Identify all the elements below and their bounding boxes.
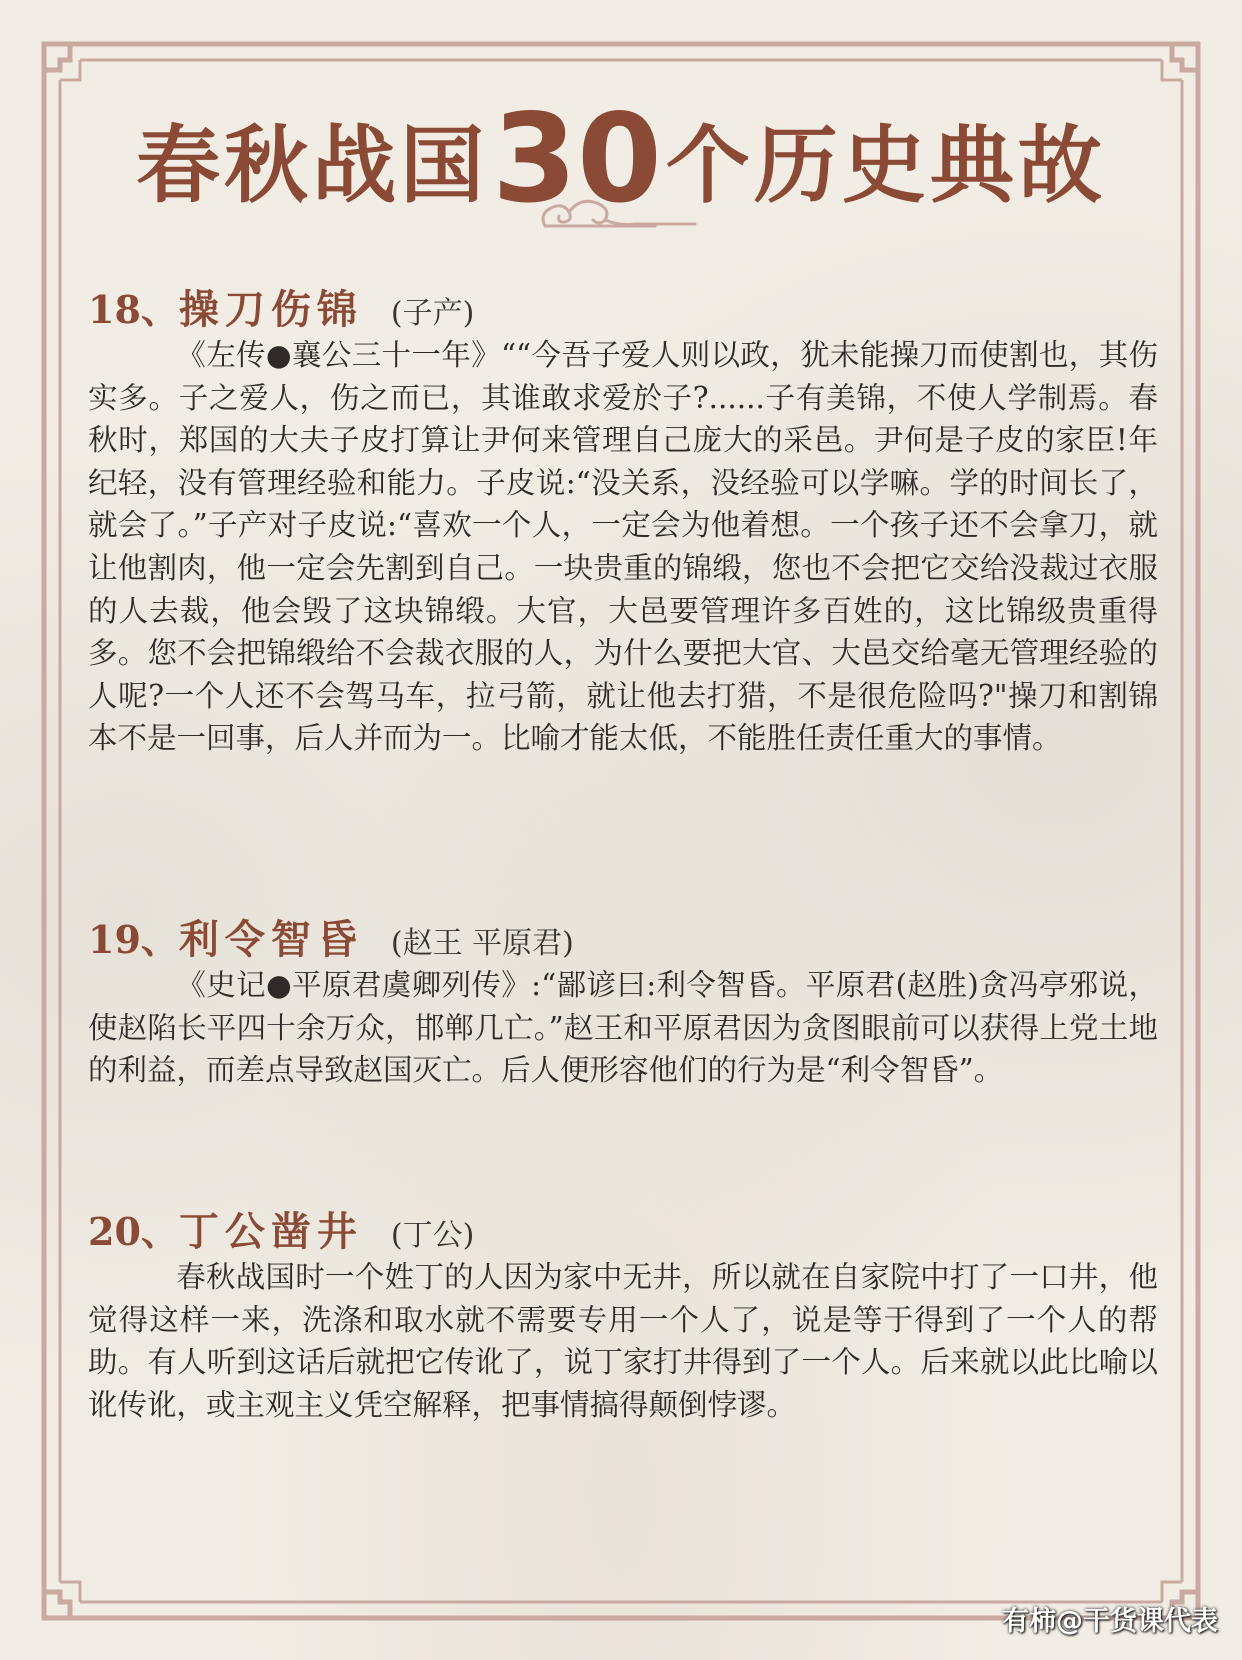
section-header xyxy=(88,908,1158,964)
section-header xyxy=(88,1200,1158,1256)
title-suffix: 个历史典故 xyxy=(665,116,1106,215)
section-number: 20、 xyxy=(88,1209,179,1254)
section-20 xyxy=(88,1200,1158,1426)
section-18 xyxy=(88,278,1158,760)
section-title: 利令智昏 xyxy=(178,916,363,963)
section-19 xyxy=(88,908,1158,1092)
section-body xyxy=(88,1256,1158,1426)
section-number: 19、 xyxy=(88,917,179,962)
section-header xyxy=(88,278,1158,334)
cloud-ornament-icon xyxy=(535,194,705,234)
section-title: 丁公凿井 xyxy=(178,1208,363,1255)
title-prefix: 春秋战国 xyxy=(136,116,489,215)
section-subtitle: (子产) xyxy=(390,296,475,331)
watermark: 有柿@干货课代表 xyxy=(1002,1606,1218,1637)
section-body-text: 春秋战国时一个姓丁的人因为家中无井，所以就在自家院中打了一口井，他觉得这样一来，洗涤和取水就不需要专用一个人了，说是等于得到了一个人的帮助。有人听到这话后就把它传讹了，说丁家打井得到了一个人。后来就以此比喻以讹传讹，或主观主义凭空解释，把事情搞得颠倒悖谬。 xyxy=(88,1260,1158,1422)
section-body-text: 《史记●平原君虞卿列传》:“鄙谚曰:利令智昏。平原君(赵胜)贪冯亭邪说，使赵陷长平四十余万众，邯郸几亡。”赵王和平原君因为贪图眼前可以获得上党土地的利益，而差点导致赵国灭亡。后人便形容他们的行为是“利令智昏”。 xyxy=(88,968,1158,1088)
title-number: 30 xyxy=(492,88,662,230)
section-subtitle: (丁公) xyxy=(390,1218,475,1253)
section-body-text: 《左传●襄公三十一年》““今吾子爱人则以政，犹未能操刀而使割也，其伤实多。子之爱人，伤之而已，其谁敢求爱於子?......子有美锦，不使人学制焉。春秋时，郑国的大夫子皮打算让尹何来管理自己庞大的采邑。尹何是子皮的家臣!年纪轻，没有管理经验和能力。子皮说:“没关系，没经验可以学嘛。学的时间长了，就会了。”子产对子皮说:“喜欢一个人，一定会为他着想。一个孩子还不会拿刀，就让他割肉，他一定会先割到自己。一块贵重的锦缎，您也不会把它交给没裁过衣服的人去裁，他会毁了这块锦缎。大官，大邑要管理许多百姓的，这比锦级贵重得多。您不会把锦缎给不会裁衣服的人，为什么要把大官、大邑交给毫无管理经验的人呢?一个人还不会驾马车，拉弓箭，就让他去打猎，不是很危险吗?"操刀和割锦本不是一回事，后人并而为一。比喻才能太低，不能胜任责任重大的事情。 xyxy=(88,338,1158,756)
section-title: 操刀伤锦 xyxy=(178,286,363,333)
section-number: 18、 xyxy=(88,287,179,332)
section-subtitle: (赵王 平原君) xyxy=(390,926,574,961)
section-body xyxy=(88,964,1158,1092)
section-body xyxy=(88,334,1158,760)
